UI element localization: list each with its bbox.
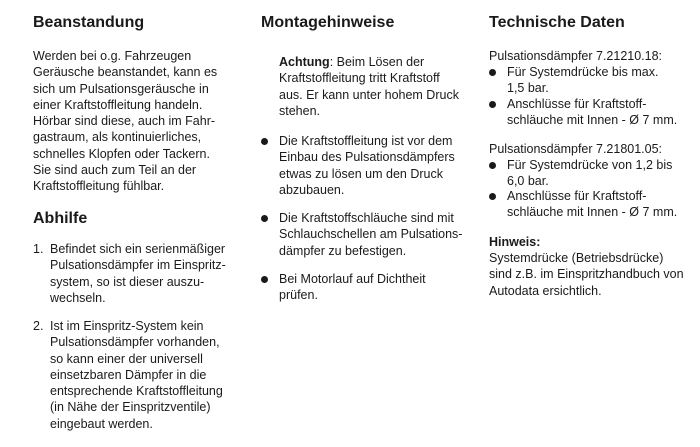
bullet-dot — [261, 215, 268, 222]
remedy-item-number: 2. — [33, 319, 44, 333]
heading-technische-daten: Technische Daten — [489, 14, 625, 31]
part2-title: Pulsationsdämpfer 7.21801.05: — [489, 142, 663, 156]
remedy-item-text: Ist im Einspritz-System kein Pulsationsdämpfer vorhanden, so kann einer der universell einsetzbaren Dämpfer in die entsprechende Kraftstoffleitung (in Nähe der Einspritzventile) eingebaut werden. — [50, 319, 223, 431]
remedy-item-number: 1. — [33, 242, 44, 256]
bullet-text: Die Kraftstoffschläuche sind mit Schlauchschellen am Pulsations- dämpfer zu befestigen. — [279, 211, 463, 258]
heading-montagehinweise: Montagehinweise — [261, 14, 395, 31]
bullet-text: Anschlüsse für Kraftstoff- schläuche mit Innen - Ø 7 mm. — [507, 189, 678, 220]
bullet-dot — [261, 138, 268, 145]
bullet-dot — [489, 69, 496, 76]
bullet-text: Die Kraftstoffleitung ist vor dem Einbau des Pulsationsdämpfers etwas zu lösen um den Druck abzubauen. — [279, 134, 455, 197]
warning-text: : Beim Lösen der Kraftstoffleitung tritt Kraftstoff aus. Er kann unter hohem Druck stehen. — [279, 55, 459, 118]
part1-title: Pulsationsdämpfer 7.21210.18: — [489, 49, 663, 63]
remedy-item-text: Befindet sich ein serienmäßiger Pulsationsdämpfer im Einspritz- system, so ist dieser auszu- wechseln. — [50, 242, 226, 305]
bullet-text: Bei Motorlauf auf Dichtheit prüfen. — [279, 272, 426, 303]
note-text: Systemdrücke (Betriebsdrücke) sind z.B. im Einspritzhandbuch von Autodata ersichtlich. — [489, 251, 684, 298]
bullet-text: Für Systemdrücke von 1,2 bis 6,0 bar. — [507, 158, 673, 189]
heading-abhilfe: Abhilfe — [33, 210, 88, 227]
bullet-text: Für Systemdrücke bis max. 1,5 bar. — [507, 65, 659, 96]
bullet-dot — [489, 193, 496, 200]
bullet-text: Anschlüsse für Kraftstoff- schläuche mit Innen - Ø 7 mm. — [507, 97, 678, 128]
complaint-text: Werden bei o.g. Fahrzeugen Geräusche beanstandet, kann es sich um Pulsationsgeräusche in einer Kraftstoffleitung handeln. Hörbar sind diese, auch im Fahr- gastraum, als kontinuierliches, schnelles Klopfen oder Tackern. Sie sind auch zum Teil an der Kraftstoffleitung fühlbar. — [33, 49, 218, 194]
bullet-dot — [489, 162, 496, 169]
warning-paragraph — [279, 54, 459, 119]
bullet-dot — [261, 276, 268, 283]
note-label: Hinweis: — [489, 235, 541, 249]
heading-beanstandung: Beanstandung — [33, 14, 145, 31]
bullet-dot — [489, 101, 496, 108]
warning-label: Achtung — [279, 55, 330, 69]
